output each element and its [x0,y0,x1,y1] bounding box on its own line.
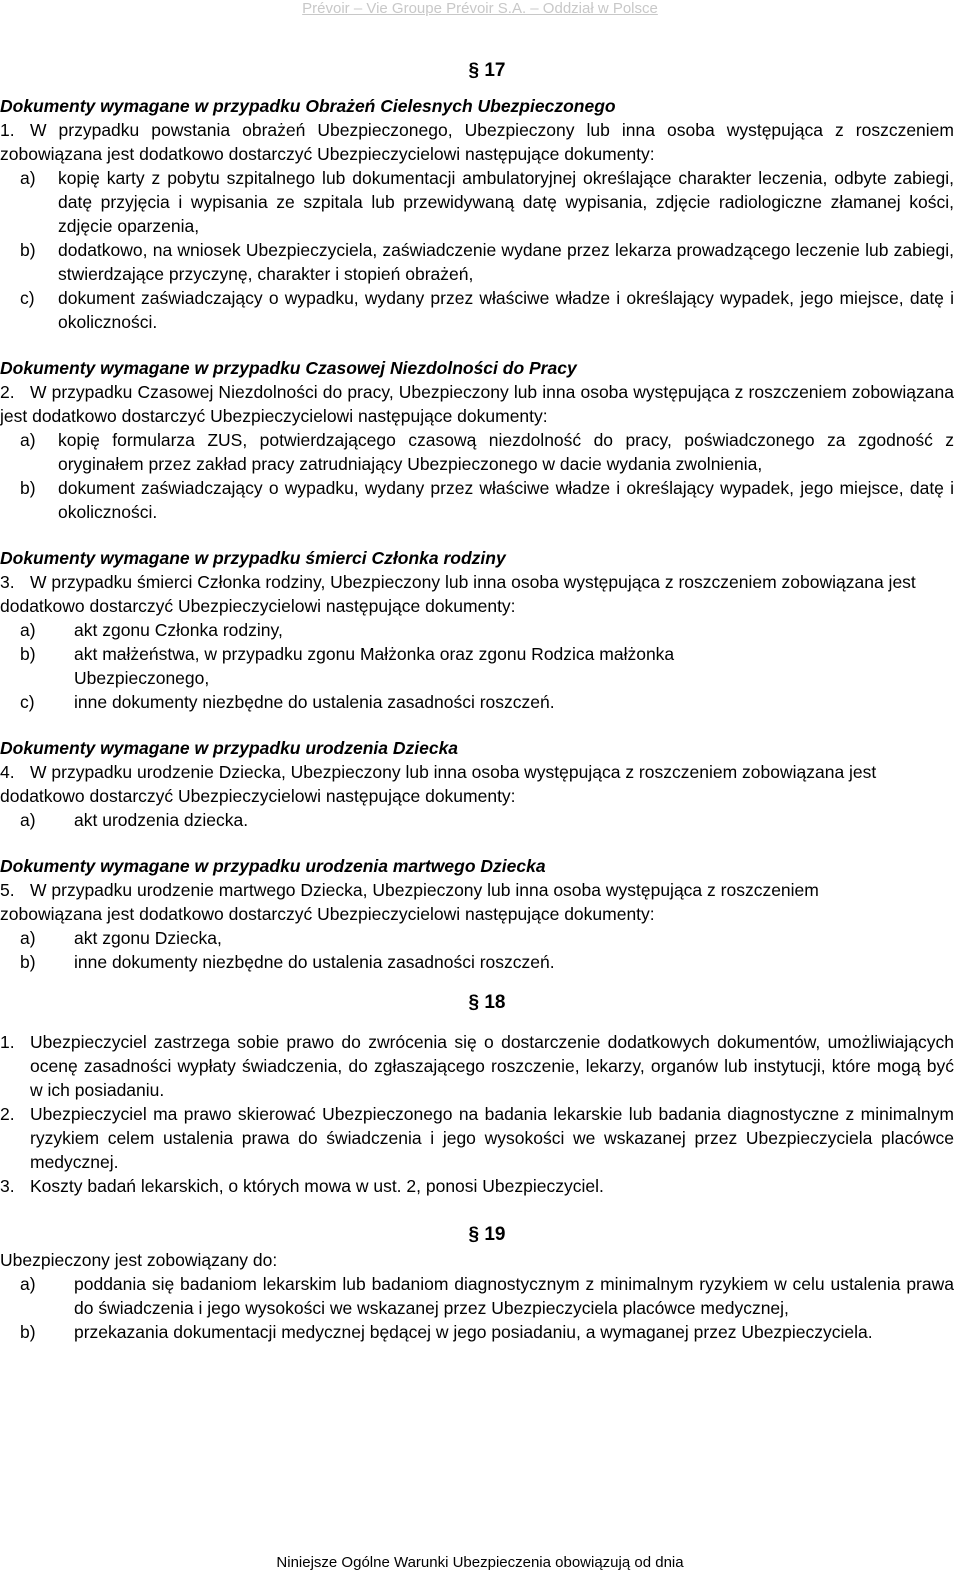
list-text: Ubezpieczyciel ma prawo skierować Ubezpieczonego na badania lekarskie lub badania diagnostyczne z minimalnym ryzykiem celem ustalenia prawa do świadczenia i jego wysokości we wskazanej przez Ubezpieczyciela placówce medycznej. [30,1104,954,1172]
list-item [0,690,954,714]
point-5-text: W przypadku urodzenie martwego Dziecka, Ubezpieczony lub inna osoba występująca z roszczeniem zobowiązana jest dodatkowo dostarczyć Ubezpieczycielowi następujące dokumenty: [0,880,819,924]
block-family-death [0,546,954,714]
header-text: Prévoir – Vie Groupe Prévoir S.A. – Oddział w Polsce [302,0,658,17]
list-text: inne dokumenty niezbędne do ustalenia zasadności roszczeń. [74,952,555,972]
point-5-number: 5. [0,880,15,900]
list-item [0,808,954,832]
point-3-text: W przypadku śmierci Członka rodziny, Ubezpieczony lub inna osoba występująca z roszczeniem zobowiązana jest dodatkowo dostarczyć Ubezpieczycielowi następujące dokumenty: [0,572,916,616]
list-label: a) [20,1274,36,1294]
document-body [0,58,954,1344]
block-incapacity [0,356,954,524]
list-item [0,476,954,524]
list-item [0,1320,954,1344]
section-title-19: § 19 [468,1224,506,1245]
list-label: 3. [0,1176,15,1196]
list-text: inne dokumenty niezbędne do ustalenia zasadności roszczeń. [74,692,555,712]
point-4-number: 4. [0,762,15,782]
list-label: 1. [0,1032,15,1052]
point-1 [0,118,954,166]
point-3-number: 3. [0,572,15,592]
block-19 [0,1248,954,1344]
point-1-number: 1. [0,120,15,140]
list-item [0,238,954,286]
section-title-18: § 18 [468,992,506,1013]
point-1-text: W przypadku powstania obrażeń Ubezpieczonego, Ubezpieczony lub inna osoba występująca z roszczeniem zobowiązana jest dodatkowo dostarczyć Ubezpieczycielowi następujące dokumenty: [0,120,954,164]
point-2-number: 2. [0,382,15,402]
intro-19: Ubezpieczony jest zobowiązany do: [0,1250,278,1270]
list-item [0,428,954,476]
list-text: akt zgonu Członka rodziny, [74,620,283,640]
list-text: dokument zaświadczający o wypadku, wydany przez właściwe władze i określający wypadek, jego miejsce, datę i okoliczności. [58,288,954,332]
point-3 [0,570,954,618]
list-item [0,1102,954,1174]
list-text: akt małżeństwa, w przypadku zgonu Małżonka oraz zgonu Rodzica małżonka Ubezpieczonego, [74,644,675,688]
list-item [0,286,954,334]
list-item [0,1030,954,1102]
list-item [0,1174,954,1198]
list-text: poddania się badaniom lekarskim lub badaniom diagnostycznym z minimalnym ryzykiem w celu ustalenia prawa do świadczenia i jego wysokości we wskazanej przez Ubezpieczyciela placówce medycznej, [74,1274,954,1318]
page-footer [0,1554,960,1572]
block-birth [0,736,954,832]
point-2-text: W przypadku Czasowej Niezdolności do pracy, Ubezpieczony lub inna osoba występująca z roszczeniem zobowiązana jest dodatkowo dostarczyć Ubezpieczycielowi następujące dokumenty: [0,382,954,426]
list-label: b) [20,1322,36,1342]
point-2 [0,380,954,428]
list-text: dokument zaświadczający o wypadku, wydany przez właściwe władze i określający wypadek, jego miejsce, datę i okoliczności. [58,478,954,522]
list-text: przekazania dokumentacji medycznej będącej w jego posiadaniu, a wymaganej przez Ubezpieczyciela. [74,1322,873,1342]
list-text: kopię karty z pobytu szpitalnego lub dokumentacji ambulatoryjnej określające charakter leczenia, odbyte zabiegi, datę przyjęcia i wypisania ze szpitala lub przewidywaną datę wypisania, zdjęcie radiologiczne złamanej kości, zdjęcie oparzenia, [58,168,954,236]
list-label: a) [20,430,36,450]
heading-injuries: Dokumenty wymagane w przypadku Obrażeń Cielesnych Ubezpieczonego [0,96,616,116]
list-label: c) [20,692,35,712]
section-title-17: § 17 [468,60,506,81]
footer-text: Niniejsze Ogólne Warunki Ubezpieczenia obowiązują od dnia [276,1554,684,1571]
block-injuries [0,94,954,334]
list-label: b) [20,952,36,972]
list-item [0,950,954,974]
block-18 [0,1030,954,1198]
list-label: b) [20,644,36,664]
list-label: b) [20,478,36,498]
list-text: akt urodzenia dziecka. [74,810,249,830]
list-text: Ubezpieczyciel zastrzega sobie prawo do zwrócenia się o dostarczenie dodatkowych dokumentów, umożliwiających ocenę zasadności wypłaty świadczenia, do zgłaszającego roszczenie, lekarzy, organów lub instytucji, które mogą być w ich posiadaniu. [30,1032,954,1100]
heading-family-death: Dokumenty wymagane w przypadku śmierci Członka rodziny [0,548,506,568]
block-stillbirth [0,854,954,974]
list-item [0,642,954,690]
list-text: Koszty badań lekarskich, o których mowa w ust. 2, ponosi Ubezpieczyciel. [30,1176,604,1196]
list-item [0,1272,954,1320]
heading-birth: Dokumenty wymagane w przypadku urodzenia Dziecka [0,738,459,758]
list-label: b) [20,240,36,260]
list-label: 2. [0,1104,15,1124]
list-item [0,926,954,950]
list-item [0,618,954,642]
point-4 [0,760,954,808]
heading-stillbirth: Dokumenty wymagane w przypadku urodzenia martwego Dziecka [0,856,546,876]
list-text: akt zgonu Dziecka, [74,928,222,948]
list-item [0,166,954,238]
list-label: c) [20,288,35,308]
heading-incapacity: Dokumenty wymagane w przypadku Czasowej Niezdolności do Pracy [0,358,577,378]
list-label: a) [20,168,36,188]
page-header [0,0,960,18]
list-text: dodatkowo, na wniosek Ubezpieczyciela, zaświadczenie wydane przez lekarza prowadzącego leczenie lub zabiegi, stwierdzające przyczynę, charakter i stopień obrażeń, [58,240,954,284]
point-5 [0,878,954,926]
list-label: a) [20,928,36,948]
list-label: a) [20,810,36,830]
list-label: a) [20,620,36,640]
point-4-text: W przypadku urodzenie Dziecka, Ubezpieczony lub inna osoba występująca z roszczeniem zobowiązana jest dodatkowo dostarczyć Ubezpieczycielowi następujące dokumenty: [0,762,877,806]
list-text: kopię formularza ZUS, potwierdzającego czasową niezdolność do pracy, poświadczonego za zgodność z oryginałem przez zakład pracy zatrudniający Ubezpieczonego w dacie wydania zwolnienia, [58,430,954,474]
